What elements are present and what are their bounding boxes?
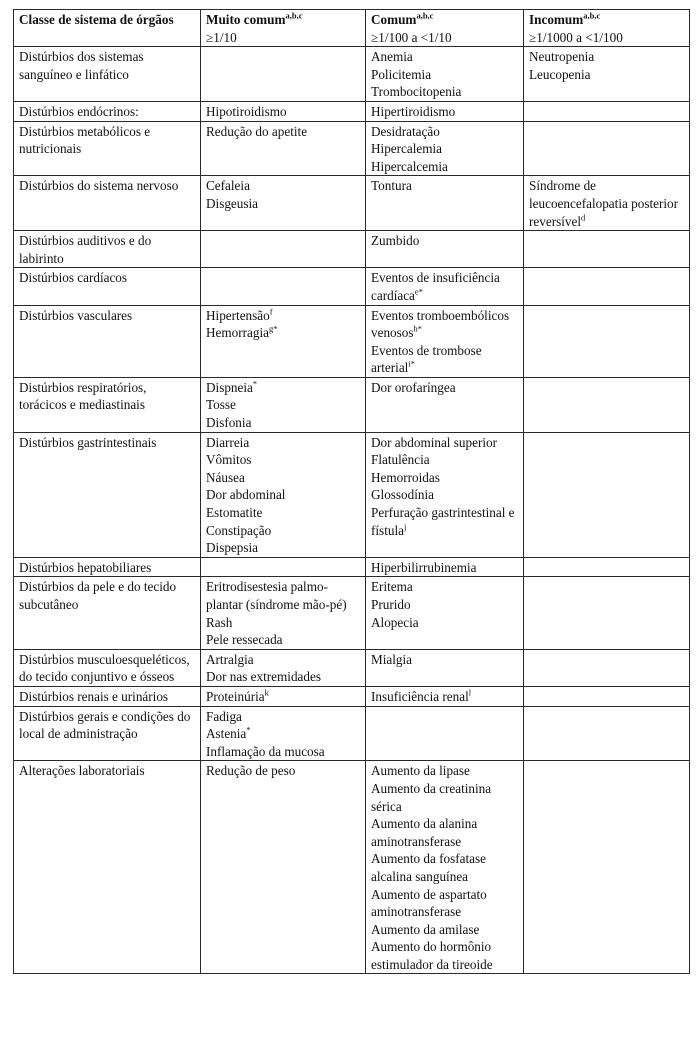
reaction-item bbox=[529, 48, 685, 66]
reaction-item bbox=[206, 688, 361, 706]
very-common-cell bbox=[201, 377, 366, 432]
table-row bbox=[14, 47, 690, 102]
reaction-item bbox=[371, 614, 519, 632]
reaction-item bbox=[206, 195, 361, 213]
reaction-item bbox=[529, 66, 685, 84]
very-common-cell bbox=[201, 268, 366, 305]
very-common-cell bbox=[201, 176, 366, 231]
common-cell bbox=[366, 686, 524, 706]
header-common-sup: a,b,c bbox=[416, 10, 434, 21]
reaction-item bbox=[206, 103, 361, 121]
footnote-marker: i* bbox=[408, 358, 415, 369]
table-row bbox=[14, 577, 690, 649]
uncommon-cell bbox=[524, 47, 690, 102]
reaction-label: Redução de peso bbox=[206, 763, 296, 779]
very-common-cell bbox=[201, 121, 366, 176]
header-row bbox=[14, 10, 690, 47]
footnote-marker: f bbox=[269, 306, 273, 317]
reaction-item bbox=[371, 140, 519, 158]
organ-class-cell: Distúrbios vasculares bbox=[14, 305, 201, 377]
table-row bbox=[14, 305, 690, 377]
very-common-cell bbox=[201, 432, 366, 557]
reaction-item bbox=[206, 177, 361, 195]
reaction-label: Aumento da lipase bbox=[371, 763, 470, 779]
uncommon-cell bbox=[524, 761, 690, 974]
reaction-item bbox=[371, 123, 519, 141]
reaction-label: Eritrodisestesia palmo-plantar (síndrome mão-pé) bbox=[206, 579, 347, 612]
very-common-cell bbox=[201, 101, 366, 121]
organ-class-cell: Distúrbios hepatobiliares bbox=[14, 557, 201, 577]
very-common-cell bbox=[201, 557, 366, 577]
reaction-item bbox=[206, 434, 361, 452]
reaction-label: Hipercalcemia bbox=[371, 158, 448, 174]
footnote-marker: l bbox=[468, 687, 472, 698]
reaction-item bbox=[371, 559, 519, 577]
table-row bbox=[14, 761, 690, 974]
reaction-label: Flatulência bbox=[371, 452, 430, 468]
reaction-label: Dor orofaríngea bbox=[371, 379, 456, 395]
common-cell bbox=[366, 706, 524, 761]
common-cell bbox=[366, 176, 524, 231]
reaction-item bbox=[371, 269, 519, 304]
table-row bbox=[14, 176, 690, 231]
reaction-label: Dispepsia bbox=[206, 540, 259, 556]
common-cell bbox=[366, 101, 524, 121]
header-uncommon-sup: a,b,c bbox=[583, 10, 601, 21]
reaction-label: Dispneia bbox=[206, 379, 253, 395]
very-common-cell bbox=[201, 305, 366, 377]
uncommon-cell bbox=[524, 432, 690, 557]
very-common-cell bbox=[201, 706, 366, 761]
very-common-cell bbox=[201, 761, 366, 974]
table-header bbox=[14, 10, 690, 47]
reaction-label: Hipotiroidismo bbox=[206, 103, 287, 119]
reaction-label: Tontura bbox=[371, 178, 412, 194]
reaction-label: Leucopenia bbox=[529, 66, 591, 82]
very-common-cell bbox=[201, 231, 366, 268]
reaction-label: Eventos de trombose arterial bbox=[371, 342, 482, 376]
uncommon-cell bbox=[524, 557, 690, 577]
table-row bbox=[14, 121, 690, 176]
reaction-label: Aumento de aspartato aminotransferase bbox=[371, 886, 487, 920]
common-cell bbox=[366, 231, 524, 268]
common-cell bbox=[366, 649, 524, 686]
reaction-label: Disgeusia bbox=[206, 195, 259, 211]
common-cell bbox=[366, 432, 524, 557]
reaction-label: Constipação bbox=[206, 522, 272, 538]
reaction-item bbox=[206, 614, 361, 632]
common-cell bbox=[366, 305, 524, 377]
footnote-marker: e* bbox=[414, 286, 423, 297]
reaction-item bbox=[371, 850, 519, 885]
reaction-label: Hipercalemia bbox=[371, 141, 443, 157]
reaction-label: Zumbido bbox=[371, 233, 420, 249]
reaction-item bbox=[371, 886, 519, 921]
reaction-label: Tosse bbox=[206, 397, 236, 413]
reaction-item bbox=[206, 451, 361, 469]
reaction-item bbox=[371, 451, 519, 469]
reaction-item bbox=[206, 631, 361, 649]
reaction-item bbox=[371, 48, 519, 66]
reaction-label: Vômitos bbox=[206, 452, 252, 468]
organ-class-cell: Distúrbios endócrinos: bbox=[14, 101, 201, 121]
reaction-label: Neutropenia bbox=[529, 49, 595, 65]
uncommon-cell bbox=[524, 686, 690, 706]
reaction-item bbox=[206, 725, 361, 743]
reaction-label: Prurido bbox=[371, 597, 411, 612]
reaction-item bbox=[206, 651, 361, 669]
reaction-label: Hemorragia bbox=[206, 325, 269, 341]
uncommon-cell bbox=[524, 101, 690, 121]
reaction-label: Insuficiência renal bbox=[371, 688, 469, 704]
reaction-item bbox=[206, 123, 361, 141]
reaction-label: Glossodínia bbox=[371, 487, 435, 503]
reaction-item bbox=[371, 921, 519, 939]
reaction-label: Desidratação bbox=[371, 123, 440, 139]
reaction-label: Hipertensão bbox=[206, 307, 270, 323]
organ-class-cell: Alterações laboratoriais bbox=[14, 761, 201, 974]
uncommon-cell bbox=[524, 649, 690, 686]
reaction-label: Anemia bbox=[371, 49, 413, 65]
reaction-item bbox=[206, 668, 361, 686]
header-common-title: Comum bbox=[371, 12, 417, 27]
reaction-label: Trombocitopenia bbox=[371, 84, 462, 100]
reaction-item bbox=[371, 815, 519, 850]
table-row bbox=[14, 686, 690, 706]
common-cell bbox=[366, 377, 524, 432]
table-row bbox=[14, 377, 690, 432]
reaction-item bbox=[529, 177, 685, 230]
footnote-marker: j bbox=[403, 521, 407, 532]
reaction-item bbox=[371, 596, 519, 614]
table-row bbox=[14, 432, 690, 557]
reaction-label: Síndrome de leucoencefalopatia posterior reversível bbox=[529, 178, 679, 229]
reaction-item bbox=[371, 688, 519, 706]
very-common-cell bbox=[201, 686, 366, 706]
footnote-marker: k bbox=[264, 687, 269, 698]
table-row bbox=[14, 231, 690, 268]
header-common bbox=[366, 10, 524, 47]
table-body bbox=[14, 47, 690, 974]
header-very-common-title: Muito comum bbox=[206, 12, 286, 27]
header-uncommon-frequency: ≥1/1000 a <1/100 bbox=[529, 29, 623, 45]
reaction-label: Eventos tromboembólicos venosos bbox=[371, 307, 510, 341]
header-very-common-frequency: ≥1/10 bbox=[206, 29, 237, 45]
reaction-label: Alopecia bbox=[371, 614, 419, 630]
reaction-label: Redução do apetite bbox=[206, 123, 308, 139]
table-row bbox=[14, 649, 690, 686]
uncommon-cell bbox=[524, 176, 690, 231]
organ-class-cell: Distúrbios metabólicos e nutricionais bbox=[14, 121, 201, 176]
header-uncommon-title: Incomum bbox=[529, 12, 584, 27]
reaction-label: Disfonia bbox=[206, 415, 252, 431]
footnote-marker: * bbox=[246, 724, 251, 735]
uncommon-cell bbox=[524, 577, 690, 649]
reaction-item bbox=[206, 522, 361, 540]
reaction-label: Hiperbilirrubinemia bbox=[371, 559, 477, 575]
very-common-cell bbox=[201, 47, 366, 102]
footnote-marker: d bbox=[581, 212, 586, 223]
reaction-label: Hemorroidas bbox=[371, 469, 440, 485]
reaction-item bbox=[371, 158, 519, 176]
organ-class-cell: Distúrbios da pele e do tecido subcutâneo bbox=[14, 577, 201, 649]
reaction-item bbox=[371, 342, 519, 377]
reaction-label: Hipertiroidismo bbox=[371, 103, 456, 119]
reaction-item bbox=[206, 379, 361, 397]
reaction-label: Aumento da fosfatase alcalina sanguínea bbox=[371, 851, 486, 884]
reaction-label: Aumento da alanina aminotransferase bbox=[371, 816, 478, 849]
reaction-item bbox=[371, 232, 519, 250]
reaction-label: Dor abdominal superior bbox=[371, 434, 497, 450]
footnote-marker: g* bbox=[268, 323, 278, 334]
common-cell bbox=[366, 268, 524, 305]
organ-class-cell: Distúrbios respiratórios, torácicos e mediastinais bbox=[14, 377, 201, 432]
reaction-item bbox=[371, 762, 519, 780]
organ-class-cell: Distúrbios dos sistemas sanguíneo e linfático bbox=[14, 47, 201, 102]
reaction-label: Artralgia bbox=[206, 651, 254, 667]
uncommon-cell bbox=[524, 377, 690, 432]
reaction-item bbox=[371, 379, 519, 397]
reaction-item bbox=[371, 938, 519, 973]
very-common-cell bbox=[201, 649, 366, 686]
footnote-marker: * bbox=[252, 378, 258, 389]
reaction-label: Inflamação da mucosa bbox=[206, 743, 325, 759]
common-cell bbox=[366, 577, 524, 649]
reaction-label: Eventos de insuficiência cardíaca bbox=[371, 270, 500, 303]
reaction-item bbox=[206, 762, 361, 780]
very-common-cell bbox=[201, 577, 366, 649]
reaction-label: Perfuração gastrintestinal e fístula bbox=[371, 505, 515, 538]
reaction-label: Dor nas extremidades bbox=[206, 669, 321, 685]
reaction-item bbox=[206, 539, 361, 557]
reaction-item bbox=[371, 103, 519, 121]
reaction-label: Eritema bbox=[371, 579, 413, 595]
uncommon-cell bbox=[524, 706, 690, 761]
reaction-item bbox=[371, 83, 519, 101]
uncommon-cell bbox=[524, 121, 690, 176]
uncommon-cell bbox=[524, 305, 690, 377]
reaction-label: Astenia bbox=[206, 726, 247, 742]
reaction-label: Aumento da creatinina sérica bbox=[371, 780, 492, 814]
common-cell bbox=[366, 121, 524, 176]
header-uncommon bbox=[524, 10, 690, 47]
common-cell bbox=[366, 557, 524, 577]
header-common-frequency: ≥1/100 a <1/10 bbox=[371, 29, 452, 45]
reaction-item bbox=[371, 177, 519, 195]
uncommon-cell bbox=[524, 268, 690, 305]
table-row bbox=[14, 557, 690, 577]
reaction-label: Proteinúria bbox=[206, 688, 265, 704]
header-very-common bbox=[201, 10, 366, 47]
uncommon-cell bbox=[524, 231, 690, 268]
reaction-item bbox=[371, 469, 519, 487]
common-cell bbox=[366, 47, 524, 102]
reaction-item bbox=[371, 486, 519, 504]
reaction-item bbox=[371, 434, 519, 452]
reaction-item bbox=[371, 504, 519, 539]
reaction-label: Mialgia bbox=[371, 651, 413, 667]
organ-class-cell: Distúrbios auditivos e do labirinto bbox=[14, 231, 201, 268]
reaction-item bbox=[206, 504, 361, 522]
footnote-marker: h* bbox=[413, 323, 422, 334]
reaction-item bbox=[371, 307, 519, 342]
organ-class-cell: Distúrbios renais e urinários bbox=[14, 686, 201, 706]
reaction-label: Fadiga bbox=[206, 708, 242, 724]
table-row bbox=[14, 101, 690, 121]
reaction-item bbox=[206, 469, 361, 487]
reaction-label: Policitemia bbox=[371, 66, 432, 82]
reaction-item bbox=[206, 743, 361, 761]
reaction-item bbox=[206, 396, 361, 414]
reaction-item bbox=[371, 651, 519, 669]
reaction-label: Pele ressecada bbox=[206, 632, 283, 648]
organ-class-cell: Distúrbios gastrintestinais bbox=[14, 432, 201, 557]
organ-class-cell: Distúrbios do sistema nervoso bbox=[14, 176, 201, 231]
reaction-item bbox=[206, 414, 361, 432]
table-row bbox=[14, 706, 690, 761]
reaction-item bbox=[371, 66, 519, 84]
reaction-label: Estomatite bbox=[206, 505, 263, 521]
reaction-label: Rash bbox=[206, 614, 233, 630]
organ-class-cell: Distúrbios gerais e condições do local de administração bbox=[14, 706, 201, 761]
reaction-item bbox=[206, 307, 361, 325]
reaction-item bbox=[371, 780, 519, 815]
reaction-label: Diarreia bbox=[206, 434, 250, 450]
reaction-label: Aumento do hormônio estimulador da tireoide bbox=[371, 939, 493, 972]
reaction-label: Cefaleia bbox=[206, 178, 250, 194]
reaction-item bbox=[206, 486, 361, 504]
table-row bbox=[14, 268, 690, 305]
organ-class-cell: Distúrbios cardíacos bbox=[14, 268, 201, 305]
reaction-label: Náusea bbox=[206, 469, 245, 485]
reaction-item bbox=[206, 708, 361, 726]
header-very-common-sup: a,b,c bbox=[285, 10, 303, 21]
common-cell bbox=[366, 761, 524, 974]
reaction-label: Dor abdominal bbox=[206, 487, 286, 503]
reaction-item bbox=[371, 578, 519, 596]
organ-class-cell: Distúrbios musculoesqueléticos, do tecido conjuntivo e ósseos bbox=[14, 649, 201, 686]
reaction-item bbox=[206, 324, 361, 342]
reaction-item bbox=[206, 578, 361, 613]
reaction-label: Aumento da amilase bbox=[371, 921, 480, 937]
adverse-reactions-table bbox=[13, 9, 690, 974]
header-organ-class: Classe de sistema de órgãos bbox=[14, 10, 201, 47]
